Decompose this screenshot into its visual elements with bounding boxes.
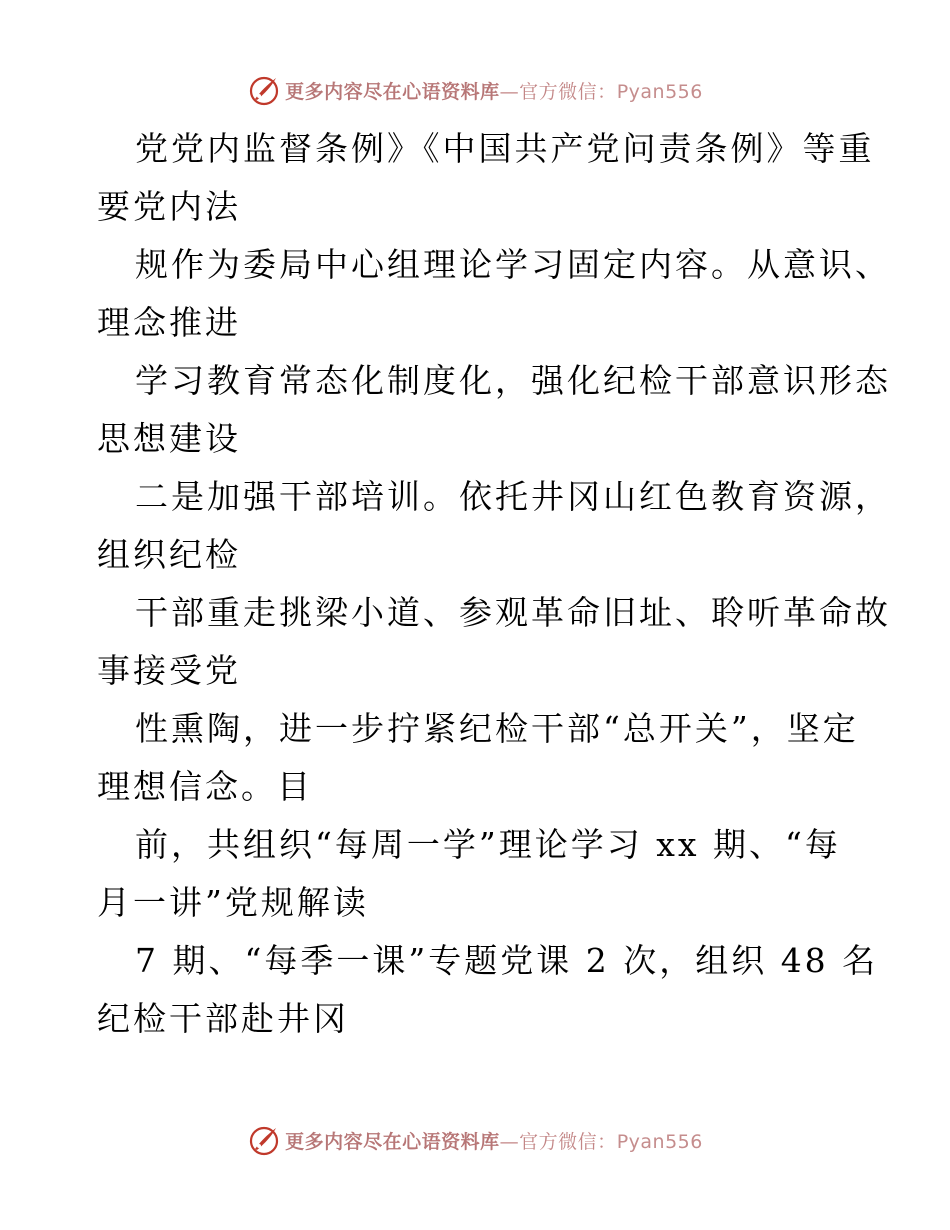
- paragraph-line: 理想信念。目: [97, 767, 313, 806]
- paragraph-line: 学习教育常态化制度化，强化纪检干部意识形态: [135, 361, 891, 400]
- paragraph-line: 规作为委局中心组理论学习固定内容。从意识、: [135, 245, 891, 284]
- watermark-wechat-label: 官方微信：: [519, 80, 617, 103]
- quill-pen-logo-icon: [247, 1123, 281, 1157]
- quill-pen-logo-icon: [247, 73, 281, 107]
- watermark-dash: —: [499, 80, 520, 103]
- header-watermark: [0, 70, 950, 110]
- paragraph-line: 思想建设: [97, 419, 241, 458]
- paragraph-line: 二是加强干部培训。依托井冈山红色教育资源，: [135, 477, 891, 516]
- paragraph-line: 性熏陶，进一步拧紧纪检干部“总开关”，坚定: [135, 709, 859, 748]
- paragraph-line: 干部重走挑梁小道、参观革命旧址、聆听革命故: [135, 593, 891, 632]
- paragraph-line: 组织纪检: [97, 535, 241, 574]
- watermark-wechat-label: 官方微信：: [519, 1130, 617, 1153]
- paragraph-line: 理念推进: [97, 303, 241, 342]
- paragraph-line: 要党内法: [97, 187, 241, 226]
- watermark-text: [285, 1127, 703, 1154]
- footer-watermark: [0, 1120, 950, 1160]
- watermark-text: [285, 77, 703, 104]
- document-body: [97, 120, 891, 1048]
- paragraph-line: 7 期、“每季一课”专题党课 2 次，组织 48 名: [135, 941, 879, 980]
- paragraph-line: 月一讲”党规解读: [97, 883, 369, 922]
- paragraph-line: 党党内监督条例》《中国共产党问责条例》等重: [135, 129, 875, 168]
- watermark-site: 更多内容尽在心语资料库: [285, 80, 500, 103]
- watermark-dash: —: [499, 1130, 520, 1153]
- watermark-wechat-id: Pyan556: [616, 80, 703, 103]
- paragraph-line: 事接受党: [97, 651, 241, 690]
- watermark-wechat-id: Pyan556: [616, 1130, 703, 1153]
- paragraph-line: 前，共组织“每周一学”理论学习 xx 期、“每: [135, 825, 841, 864]
- paragraph-line: 纪检干部赴井冈: [97, 999, 349, 1038]
- watermark-site: 更多内容尽在心语资料库: [285, 1130, 500, 1153]
